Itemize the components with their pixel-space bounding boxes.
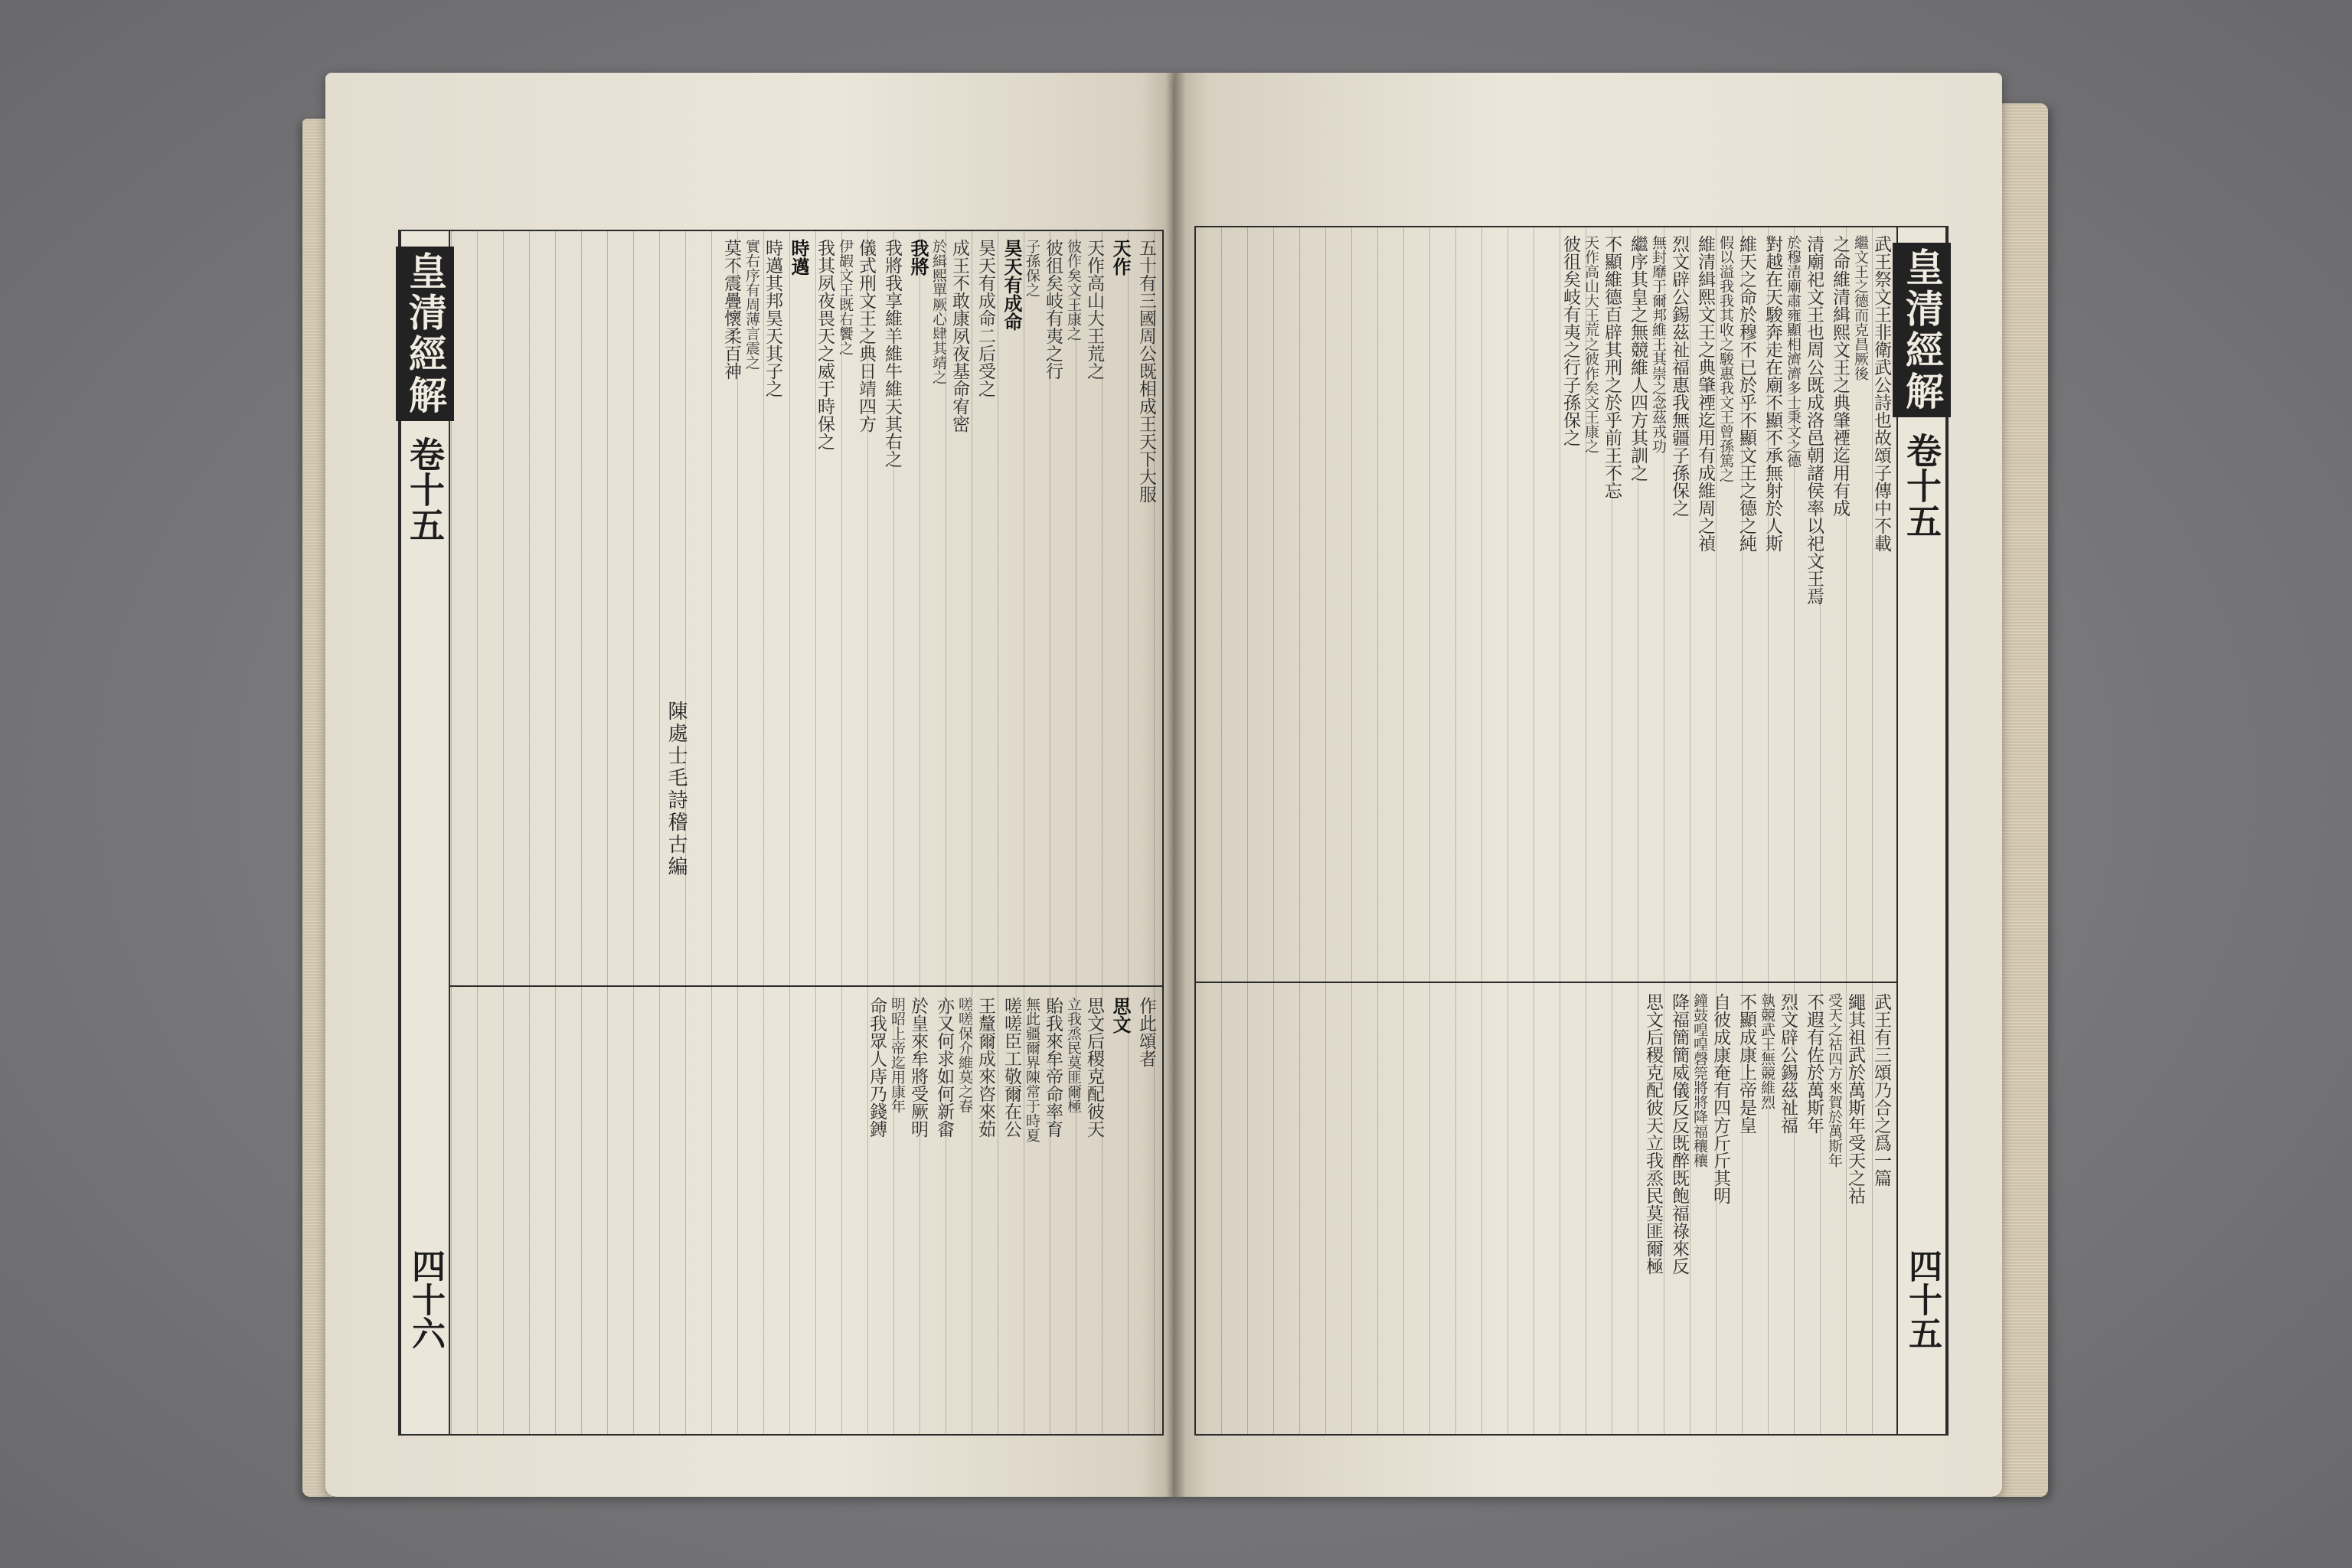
text-column: 時邁其邦昊天其子之 (763, 239, 782, 397)
commentary-column: 無封靡于爾邦維王其崇之念茲戎功 (1650, 235, 1667, 453)
right-lower-text (1204, 993, 1893, 1422)
text-column: 命我眾人庤乃錢鎛 (867, 997, 887, 1138)
left-upper-text (453, 239, 1158, 974)
text-column: 對越在天駿奔走在廟不顯不承無射於人斯 (1762, 235, 1782, 552)
text-column: 我將我享維羊維牛維天其右之 (882, 239, 902, 468)
text-column: 繼序其皇之無競維人四方其訓之 (1628, 235, 1648, 482)
right-chapter-label: 卷十五 (1901, 433, 1942, 538)
left-chapter-label: 卷十五 (404, 436, 446, 542)
text-column: 維清緝熙文王之典肇禋迄用有成維周之禎 (1695, 235, 1715, 552)
text-column: 儀式刑文王之典日靖四方 (856, 239, 876, 433)
commentary-column: 明昭上帝迄用康年 (889, 997, 906, 1113)
left-running-title: 皇清經解 (396, 247, 454, 421)
book-gutter (1166, 73, 1186, 1497)
text-column: 烈文辟公錫茲祉福 (1778, 993, 1798, 1134)
right-folio-number: 四十五 (1903, 1249, 1942, 1350)
text-column: 不顯維德百辟其刑之於乎前王不忘 (1602, 235, 1622, 499)
text-column: 繩其祖武於萬斯年受天之祜 (1845, 993, 1865, 1204)
text-column: 不遐有佐於萬斯年 (1804, 993, 1824, 1134)
commentary-column: 天作高山大王荒之彼作矣文王康之 (1583, 235, 1599, 453)
commentary-column: 子孫保之 (1024, 239, 1040, 297)
left-page-print-frame (398, 230, 1164, 1436)
text-column: 維天之命於穆不已於乎不顯文王之德之純 (1736, 235, 1756, 552)
left-register-divider (400, 985, 1162, 987)
text-column: 武王祭文王非衛武公詩也故頌子傳中不載 (1871, 235, 1891, 552)
text-column: 自彼成康奄有四方斤斤其明 (1710, 993, 1730, 1204)
commentary-column: 伊嘏文王既右饗之 (837, 239, 854, 355)
text-column: 嗟嗟臣工敬爾在公 (1001, 997, 1021, 1138)
right-page-print-frame (1194, 226, 1949, 1436)
commentary-column: 執競武王無競維烈 (1759, 993, 1775, 1109)
text-column: 烈文辟公錫茲祉福惠我無疆子孫保之 (1669, 235, 1689, 517)
text-column: 降福簡簡威儀反反既醉既飽福祿來反 (1669, 993, 1689, 1275)
right-running-head (1896, 227, 1947, 1434)
text-column: 之命維清緝熙文王之典肇禋迄用有成 (1830, 235, 1850, 517)
right-upper-text (1204, 235, 1893, 970)
text-column: 我其夙夜畏天之威于時保之 (815, 239, 835, 450)
text-column: 彼徂矣岐有夷之行子孫保之 (1560, 235, 1580, 446)
text-column: 彼徂矣岐有夷之行 (1043, 239, 1063, 380)
section-heading: 思文 (1109, 997, 1132, 1034)
right-register-divider (1196, 982, 1947, 983)
right-fore-edge (1994, 103, 2048, 1497)
section-heading: 時邁 (788, 239, 810, 276)
text-column: 貽我來牟帝命率育 (1043, 997, 1063, 1138)
commentary-column: 於緝熙單厥心肆其靖之 (930, 239, 947, 384)
text-column: 不顯成康上帝是皇 (1736, 993, 1756, 1134)
text-column: 成王不敢康夙夜基命宥密 (949, 239, 969, 433)
commentary-column: 彼作矣文王康之 (1065, 239, 1082, 341)
text-column: 天作高山大王荒之 (1084, 239, 1104, 380)
commentary-column: 實右序有周薄言震之 (743, 239, 760, 370)
commentary-column: 無此疆爾界陳常于時夏 (1024, 997, 1040, 1142)
text-column: 亦又何求如何新畬 (934, 997, 954, 1138)
text-column: 思文后稷克配彼天立我烝民莫匪爾極 (1643, 993, 1663, 1275)
section-heading: 天作 (1109, 239, 1132, 276)
text-column: 莫不震疊懷柔百神 (721, 239, 741, 380)
right-page (1175, 73, 2002, 1497)
left-lower-text (453, 997, 1158, 1426)
text-column: 於皇來牟將受厥明 (908, 997, 928, 1138)
left-running-head (400, 231, 450, 1434)
section-heading: 昊天有成命 (1001, 239, 1023, 331)
left-folio-number: 四十六 (406, 1249, 445, 1350)
text-column: 昊天有成命二后受之 (975, 239, 995, 397)
text-column: 清廟祀文王也周公既成洛邑朝諸侯率以祀文王焉 (1804, 235, 1824, 605)
author-title-line: 陳處士毛詩稽古編 (665, 701, 688, 878)
commentary-column: 假以溢我我其收之駿惠我文王曾孫篤之 (1717, 235, 1734, 482)
text-column: 作此頌者 (1136, 997, 1156, 1067)
commentary-column: 受天之祜四方來賀於萬斯年 (1826, 993, 1843, 1168)
left-page (325, 73, 1175, 1497)
commentary-column: 嗟嗟保介維莫之春 (956, 997, 973, 1113)
commentary-column: 鐘鼓喤喤磬筦將將降福穰穰 (1691, 993, 1708, 1168)
right-running-title: 皇清經解 (1893, 243, 1951, 417)
open-book (302, 73, 2048, 1512)
commentary-column: 立我烝民莫匪爾極 (1065, 997, 1082, 1113)
text-column: 五十有三國周公既相成王天下大服 (1136, 239, 1156, 503)
text-column: 王釐爾成來咨來茹 (975, 997, 995, 1138)
text-column: 思文后稷克配彼天 (1084, 997, 1104, 1138)
section-heading: 我將 (907, 239, 929, 276)
commentary-column: 繼文王之德而克昌厥後 (1852, 235, 1869, 381)
commentary-column: 於穆清廟肅雍顯相濟濟多士秉文之德 (1785, 235, 1802, 468)
text-column: 武王有三頌乃合之爲一篇 (1871, 993, 1891, 1187)
